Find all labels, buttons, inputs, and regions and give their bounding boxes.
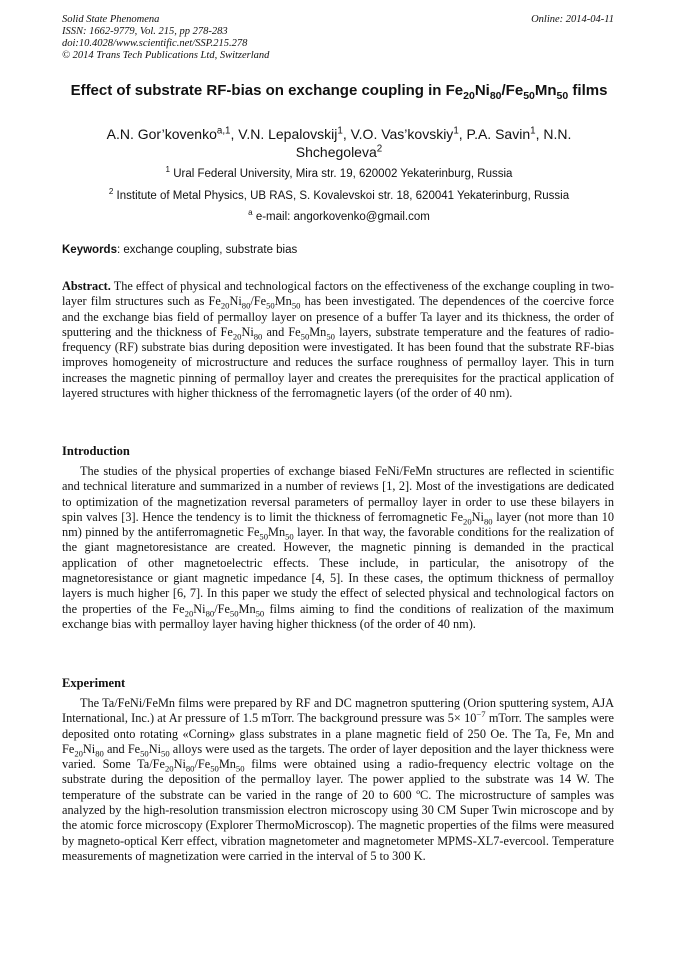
- copyright-line: © 2014 Trans Tech Publications Ltd, Switzerland: [62, 50, 270, 61]
- affiliation-2: $^2$ Institute of Metal Physics, UB RAS, S. Kovalevskoi str. 18, 620041 Yekaterinburg, Russia: [108, 187, 570, 202]
- experiment-text: The Ta/FeNi/FeMn films were prepared by RF and DC magnetron sputtering (Orion sputtering system, AJA International, Inc.) at Ar pressure of 1.5 mTorr. The background pressure was $5\times 10^{-7}$ mTorr. The samples were deposited onto rotating «Corning» glass substrates in a plane magnetic field of 250 Oe. The Ta, Fe, Mn and $Fe_{20}Ni_{80}$ and $Fe_{50}Ni_{50}$ alloys were used as the targets. The order of layer deposition and the layer thickness were varied. Some $Ta/Fe_{20}Ni_{80}/Fe_{50}Mn_{50}$ films were obtained using a radio-frequency electric voltage on the substrate during the deposition of the permalloy layer. The power applied to the substrate was 14 W. The temperature of the substrate can be varied in the range of 20 to 600 ºC. The microstructure of samples was analyzed by the high-resolution transmission electron microscopy using 30 CM Super Twin microscope and by the atomic force microscopy (Explorer ThermoMicroscop). The magnetic properties of the films were measured by magneto-optical Kerr effect, vibration magnetometer and magnetometer MPMS-XL7-evercool. Temperature measurements of magnetization were carried in the interval of 5 to 300 K.: [62, 696, 615, 863]
- abstract-label: Abstract.: [62, 279, 111, 293]
- journal-name: Solid State Phenomena: [62, 14, 160, 25]
- introduction-heading: Introduction: [62, 444, 130, 458]
- doi-line: doi:10.4028/www.scientific.net/SSP.215.278: [62, 38, 248, 49]
- author-email: $^a$ e-mail: angorkovenko@gmail.com: [248, 208, 430, 223]
- abstract: Abstract. The effect of physical and technological factors on the effectiveness of the exchange coupling in two-layer film structures such as $Fe_{20}Ni_{80}/Fe_{50}Mn_{50}$ has been investigated. The dependences of the coercive force and the exchange bias field of permalloy layer on presence of a buffer Ta layer and its thickness, the order of sputtering and the thickness of $Fe_{20}Ni_{80}$ and $Fe_{50}Mn_{50}$ layers, substrate temperature and the features of radio-frequency (RF) substrate bias during deposition were investigated. It has been found that the substrate RF-bias improves homogeneity of microstructure and reduces the surface roughness of permalloy layer. This in turn increases the magnetic pinning of permalloy layer and creates the prerequisites for the practical application of layered structures with higher thickness of the ferromagnetic layers (of the order of 40 nm).: [62, 279, 615, 401]
- journal-header: [62, 14, 269, 62]
- online-date: Online: 2014-04-11: [531, 14, 614, 25]
- introduction-text: The studies of the physical properties of exchange biased FeNi/FeMn structures are reflected in scientific and technical literature and summarized in a number of reviews [1, 2]. Most of the investigations are dedicated to optimization of the magnetization reversal parameters of permalloy layer in order to use these bilayers in spin valves [3]. Hence the tendency is to limit the thickness of ferromagnetic $Fe_{20}Ni_{80}$ layer (not more than 10 nm) pinned by the antiferromagnetic $Fe_{50}Mn_{50}$ layer. In that way, the favorable conditions for the realization of the giant magnetoresistance are created. However, the magnetic pinning is demanded in the practical application of other magnetoelectric effects. These include, in particular, the anisotropy of the magnetoresistance or giant magnetic impedance [4, 5]. In these cases, the optimum thickness of permalloy layers is much higher [6, 7]. In this paper we study the effect of selected physical and technological factors on the properties of the $Fe_{20}Ni_{80}/Fe_{50}Mn_{50}$ films aiming to find the conditions of realization of the maximum exchange bias with permalloy layer having higher thickness (of the order of 40 nm).: [62, 464, 614, 631]
- author-list: A.N. Gor’kovenko$^{a,1}$, V.N. Lepalovskij$^1$, V.O. Vas’kovskiy$^1$, P.A. Savin$^1$, N.N. Shchegoleva$^2$: [106, 125, 572, 160]
- affiliation-1: $^1$ Ural Federal University, Mira str. 19, 620002 Yekaterinburg, Russia: [165, 165, 513, 180]
- issn-line: ISSN: 1662-9779, Vol. 215, pp 278-283: [62, 26, 228, 37]
- keywords: Keywords: exchange coupling, substrate bias: [62, 244, 298, 256]
- paper-title: Effect of substrate RF-bias on exchange coupling in $Fe_{20}Ni_{80}/Fe_{50}Mn_{50}$ films: [70, 82, 608, 102]
- experiment-heading: Experiment: [62, 676, 126, 690]
